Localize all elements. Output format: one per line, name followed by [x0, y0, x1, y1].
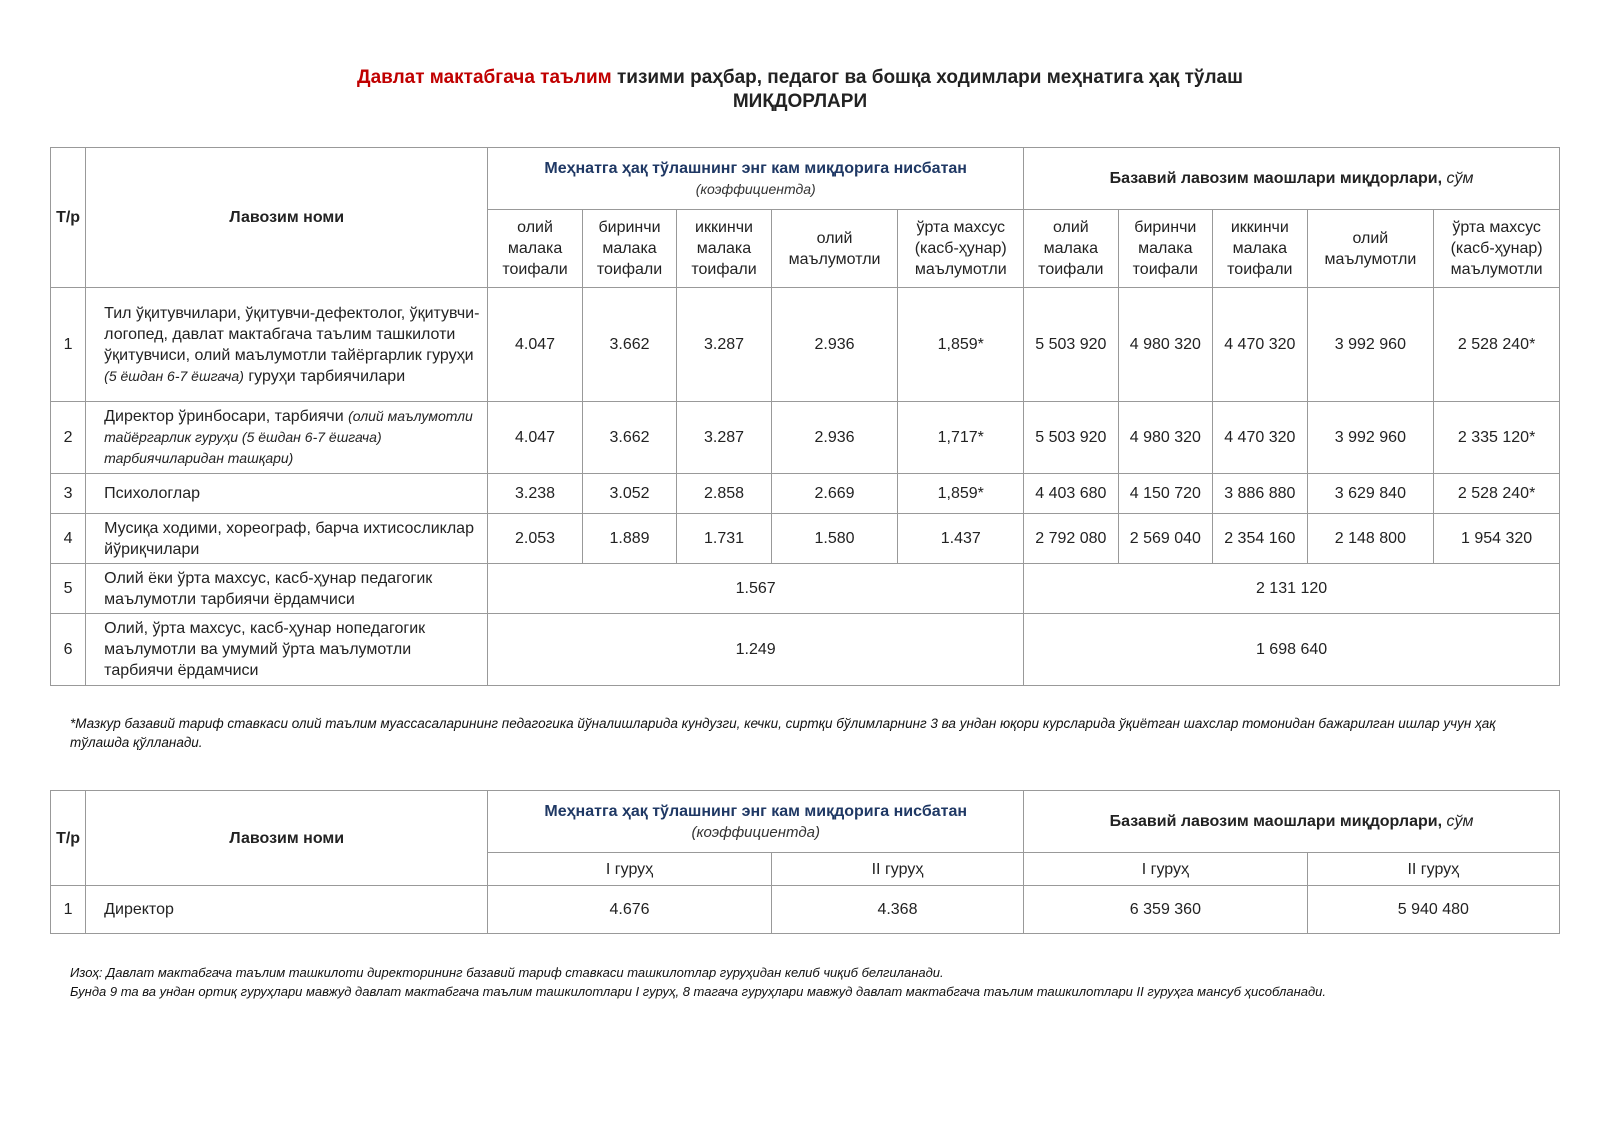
- table-row: [51, 474, 1560, 514]
- salary-cell: 1 954 320: [1434, 514, 1560, 564]
- salary-group-title: Базавий лавозим маошлари миқдорлари,: [1109, 813, 1443, 830]
- coef-cell: 1.437: [898, 514, 1024, 564]
- coef-cell: 3.662: [582, 288, 676, 402]
- salary-cell: 2 528 240*: [1434, 288, 1560, 402]
- coef-cell: 4.676: [488, 886, 772, 934]
- coef-group-sub: (коэффициентда): [695, 180, 816, 197]
- salary-group-header: [1024, 148, 1560, 210]
- coef-group-title: Меҳнатга ҳақ тўлашнинг энг кам миқдорига нисбатан: [544, 159, 967, 177]
- subcol-header: II гуруҳ: [771, 853, 1023, 886]
- subcol-header: олий малака тоифали: [1024, 210, 1118, 288]
- row-number: 6: [51, 614, 86, 686]
- col-tr-header: Т/р: [51, 791, 86, 886]
- table-row: [51, 614, 1560, 686]
- salary-cell: 4 150 720: [1118, 474, 1212, 514]
- table-row: [51, 514, 1560, 564]
- row-number: 3: [51, 474, 86, 514]
- subcol-header: I гуруҳ: [488, 853, 772, 886]
- coef-cell: 4.047: [488, 402, 582, 474]
- coef-cell: 2.669: [771, 474, 898, 514]
- coef-group-title: Меҳнатга ҳақ тўлашнинг энг кам миқдорига нисбатан: [544, 802, 967, 820]
- coef-cell: 3.052: [582, 474, 676, 514]
- coef-cell: 3.662: [582, 402, 676, 474]
- row-number: 5: [51, 564, 86, 614]
- salary-cell: 2 335 120*: [1434, 402, 1560, 474]
- coef-cell: 2.936: [771, 288, 898, 402]
- subcol-header: иккинчи малака тоифали: [677, 210, 771, 288]
- subcol-header: олий маълумотли: [771, 210, 898, 288]
- title-highlight: Давлат мактабгача таълим: [357, 67, 612, 88]
- position-name: Тил ўқитувчилари, ўқитувчи-дефектолог, ўқитувчи-логопед, давлат мактабгача таълим ташкилоти ўқитувчиси, олий маълумотли тайёргарлик гуруҳи (5 ёшдан 6-7 ёшгача) гуруҳи тарбиячилари: [86, 288, 488, 402]
- row-number: 2: [51, 402, 86, 474]
- salary-cell: 2 131 120: [1024, 564, 1560, 614]
- coef-cell: 2.053: [488, 514, 582, 564]
- title-rest: тизими раҳбар, педагог ва бошқа ходимлари меҳнатига ҳақ тўлаш: [611, 67, 1243, 88]
- position-name: Психологлар: [86, 474, 488, 514]
- coef-group-sub: (коэффициентда): [691, 823, 820, 841]
- note: [70, 963, 1550, 1001]
- subcol-header: биринчи малака тоифали: [582, 210, 676, 288]
- salary-group-unit: сўм: [1446, 170, 1474, 187]
- note-line: Изоҳ: Давлат мактабгача таълим ташкилоти директорининг базавий тариф ставкаси ташкилотлар гуруҳидан келиб чиқиб белгиланади.: [70, 965, 944, 980]
- position-name: Мусиқа ходими, хореограф, барча ихтисосликлар йўриқчилари: [86, 514, 488, 564]
- coef-cell: 2.858: [677, 474, 771, 514]
- salary-group-title: Базавий лавозим маошлари миқдорлари,: [1109, 170, 1443, 187]
- coef-group-header: [488, 148, 1024, 210]
- subcol-header: биринчи малака тоифали: [1118, 210, 1212, 288]
- note-line: Бунда 9 та ва ундан ортиқ гуруҳлари мавжуд давлат мактабгача таълим ташкилотлари I гуруҳ, 8 тагача гуруҳлари мавжуд давлат мактабгача таълим ташкилотлари II гуруҳга мансуб ҳисобланади.: [70, 984, 1326, 999]
- subcol-header: ўрта махсус (касб-ҳунар) маълумотли: [1434, 210, 1560, 288]
- salary-cell: 4 470 320: [1213, 402, 1307, 474]
- salary-cell: 3 992 960: [1307, 288, 1434, 402]
- col-tr-header: Т/р: [51, 148, 86, 288]
- coef-cell: 1,859*: [898, 474, 1024, 514]
- col-name-header: Лавозим номи: [86, 148, 488, 288]
- subcol-header: ўрта махсус (касб-ҳунар) маълумотли: [898, 210, 1024, 288]
- coef-cell: 1,859*: [898, 288, 1024, 402]
- salary-cell: 2 354 160: [1213, 514, 1307, 564]
- coef-cell: 1.249: [488, 614, 1024, 686]
- salary-cell: 3 992 960: [1307, 402, 1434, 474]
- salary-cell: 2 148 800: [1307, 514, 1434, 564]
- position-name: Директор: [86, 886, 488, 934]
- salary-cell: 5 940 480: [1307, 886, 1559, 934]
- position-name: Олий, ўрта махсус, касб-ҳунар нопедагогик маълумотли ва умумий ўрта маълумотли тарбиячи ёрдамчиси: [86, 614, 488, 686]
- salary-cell: 6 359 360: [1024, 886, 1308, 934]
- salary-cell: 2 528 240*: [1434, 474, 1560, 514]
- salary-cell: 3 629 840: [1307, 474, 1434, 514]
- page-title: [0, 66, 1600, 114]
- row-number: 4: [51, 514, 86, 564]
- salary-cell: 3 886 880: [1213, 474, 1307, 514]
- coef-cell: 1.567: [488, 564, 1024, 614]
- salary-cell: 4 470 320: [1213, 288, 1307, 402]
- subcol-header: олий малака тоифали: [488, 210, 582, 288]
- salary-cell: 4 980 320: [1118, 288, 1212, 402]
- coef-group-header: [488, 791, 1024, 853]
- salary-group-unit: сўм: [1446, 813, 1474, 830]
- subcol-header: II гуруҳ: [1307, 853, 1559, 886]
- subcol-header: олий маълумотли: [1307, 210, 1434, 288]
- title-line2: МИҚДОРЛАРИ: [732, 91, 868, 112]
- coef-cell: 1,717*: [898, 402, 1024, 474]
- coef-cell: 3.287: [677, 402, 771, 474]
- position-name: Директор ўринбосари, тарбиячи (олий маълумотли тайёргарлик гуруҳи (5 ёшдан 6-7 ёшгача) тарбиячиларидан ташқари): [86, 402, 488, 474]
- salary-cell: 5 503 920: [1024, 288, 1118, 402]
- coef-cell: 1.889: [582, 514, 676, 564]
- position-name: Олий ёки ўрта махсус, касб-ҳунар педагогик маълумотли тарбиячи ёрдамчиси: [86, 564, 488, 614]
- subcol-header: иккинчи малака тоифали: [1213, 210, 1307, 288]
- col-name-header: Лавозим номи: [86, 791, 488, 886]
- salary-cell: 2 792 080: [1024, 514, 1118, 564]
- salary-cell: 2 569 040: [1118, 514, 1212, 564]
- footnote: *Мазкур базавий тариф ставкаси олий таълим муассасаларининг педагогика йўналишларида кундузги, кечки, сиртқи бўлимларнинг 3 ва ундан юқори курсларида ўқиётган шахслар томонидан бажарилган ишлар учун ҳақ тўлашда қўлланади.: [70, 716, 1496, 750]
- salary-group-header: [1024, 791, 1560, 853]
- director-table: [50, 790, 1560, 934]
- salary-table: [50, 147, 1560, 686]
- salary-cell: 4 403 680: [1024, 474, 1118, 514]
- coef-cell: 3.238: [488, 474, 582, 514]
- coef-cell: 1.580: [771, 514, 898, 564]
- table-row: [51, 402, 1560, 474]
- salary-cell: 1 698 640: [1024, 614, 1560, 686]
- coef-cell: 2.936: [771, 402, 898, 474]
- subcol-header: I гуруҳ: [1024, 853, 1308, 886]
- table-row: [51, 564, 1560, 614]
- row-number: 1: [51, 886, 86, 934]
- coef-cell: 3.287: [677, 288, 771, 402]
- row-number: 1: [51, 288, 86, 402]
- coef-cell: 4.047: [488, 288, 582, 402]
- table-row: [51, 886, 1560, 934]
- salary-cell: 4 980 320: [1118, 402, 1212, 474]
- coef-cell: 1.731: [677, 514, 771, 564]
- coef-cell: 4.368: [771, 886, 1023, 934]
- salary-cell: 5 503 920: [1024, 402, 1118, 474]
- table-row: [51, 288, 1560, 402]
